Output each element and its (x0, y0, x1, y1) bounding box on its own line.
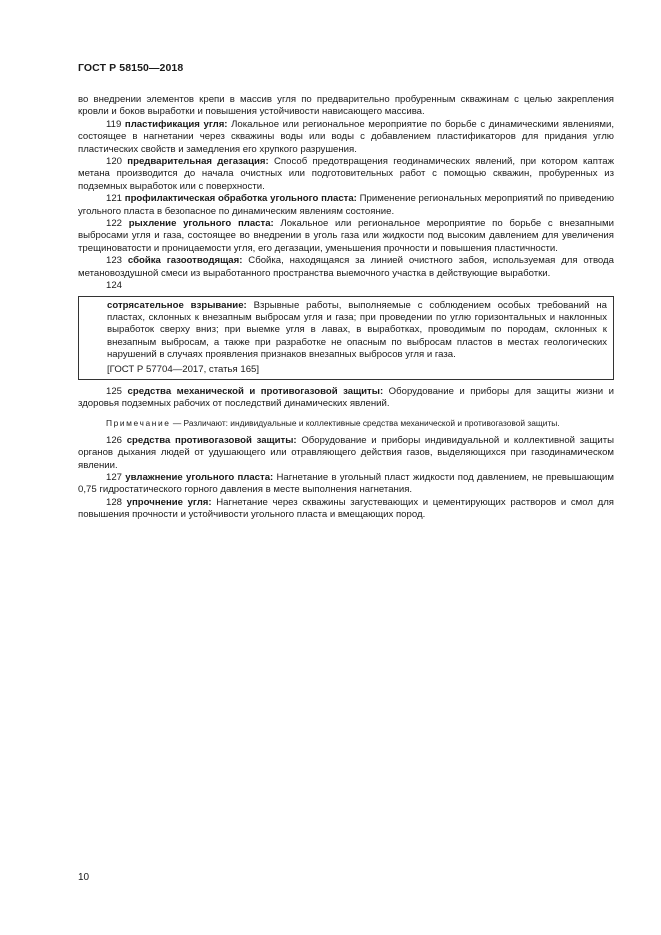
boxed-term-entry-124 (78, 296, 614, 380)
entry-definition: Способ предотвращения геодинамических явлений, при котором каптаж метана производится до начала очистных или подготовительных работ с помощью скважин, пробуренных из подземных выработок или с поверхности. (78, 156, 614, 192)
entry-term: упрочнение угля: (126, 496, 212, 508)
entry-127 (78, 472, 614, 497)
entry-number: 126 (106, 434, 123, 446)
entry-definition: Нагнетание в угольный пласт жидкости под давлением, не превышающим 0,75 гидростатического горного давления в месте выполнения нагнетания. (78, 471, 614, 496)
entry-number: 125 (106, 385, 123, 397)
entry-term: увлажнение угольного пласта: (125, 471, 274, 483)
entry-number: 123 (106, 255, 123, 267)
entry-121 (78, 193, 614, 218)
entry-term: сбойка газоотводящая: (127, 255, 243, 267)
entry-number: 128 (106, 496, 123, 508)
entry-number: 127 (106, 471, 123, 483)
entry-number: 119 (106, 118, 122, 130)
entry-term: пластификация угля: (124, 118, 228, 130)
entry-122 (78, 218, 614, 255)
note-paragraph (78, 418, 614, 429)
entry-definition: Нагнетание через скважины загустевающих и цементирующих растворов и смол для повышения прочности и устойчивости угольного пласта и вмещающих пород. (78, 496, 614, 521)
entry-definition: Применение региональных мероприятий по приведению угольного пласта в безопасное по динамическим явлениям состояние. (78, 193, 615, 217)
entry-definition: Оборудование и приборы индивидуальной и коллективной защиты органов дыхания людей от удушающего или отравляющего действия газов, выделяющихся при газодинамическом явлении. (78, 434, 614, 471)
page-number: 10 (78, 872, 90, 883)
entry-123 (78, 255, 614, 280)
boxed-term-text (107, 300, 607, 362)
entry-119 (78, 119, 614, 156)
entry-128 (78, 497, 614, 522)
entry-number: 121 (106, 193, 123, 205)
entry-definition: Локальное или региональное мероприятие по борьбе с динамическими явлениями, состоящее в нагнетании через скважины воды или воды с добавлением пластификаторов для придания углю пластических свойств и замедления его хрупкого разрушения. (78, 118, 615, 155)
entry-term: профилактическая обработка угольного пласта: (124, 193, 357, 205)
source-reference: [ГОСТ Р 57704—2017, статья 165] (107, 363, 260, 375)
entry-125 (78, 386, 614, 411)
note-label: Примечание (106, 417, 171, 428)
entry-term: предварительная дегазация: (127, 156, 269, 168)
entry-term: сотрясательное взрывание: (107, 299, 247, 311)
entry-126 (78, 435, 614, 472)
entry-number: 122 (106, 218, 123, 230)
document-body (78, 94, 614, 522)
entry-term: средства механической и противогазовой защиты: (127, 385, 384, 397)
entry-definition: Локальное или региональное мероприятие по борьбе с внезапными выбросами угля и газа, состоящее во внедрении в уголь газа или жидкости под высоким давлением для увеличения трещиноватости и проницаемости угля, его дегазации, уменьшения прочности и повышения пластичности. (78, 218, 614, 254)
entry-definition: Оборудование и приборы для защиты жизни и здоровья подземных рабочих от последствий динамических явлений. (78, 385, 615, 410)
entry-definition: Взрывные работы, выполняемые с соблюдением особых требований на пластах, склонных к внезапным выбросам угля и газа; при проведении по углю горизонтальных и наклонных выработок сверху вниз; при выемке угля в лавах, в выработках, проводимым по породам, склонных к внезапным выбросам, а также при разработке не опасным по выбросам пластов в местах геологических нарушений в случаях проявления признаков внезапных выбросов угля и газа. (107, 299, 607, 361)
document-header-title: ГОСТ Р 58150—2018 (78, 62, 184, 74)
entry-number: 120 (106, 156, 123, 168)
entry-120 (78, 156, 614, 193)
entry-term: рыхление угольного пласта: (128, 218, 274, 230)
note-text: — Различают: индивидуальные и коллективные средства механической и противогазовой защиты. (172, 417, 560, 428)
entry-term: средства противогазовой защиты: (126, 434, 297, 446)
entry-124-number: 124 (106, 280, 123, 292)
intro-paragraph: во внедрении элементов крепи в массив угля по предварительно пробуренным скважинам с целью закрепления кровли и боков выработки и повышения устойчивости нависающего массива. (78, 94, 614, 118)
entry-definition: Сбойка, находящаяся за линией очистного забоя, используемая для отвода метановоздушной смеси из выработанного пространства выемочного участка в действующие выработки. (78, 255, 614, 279)
